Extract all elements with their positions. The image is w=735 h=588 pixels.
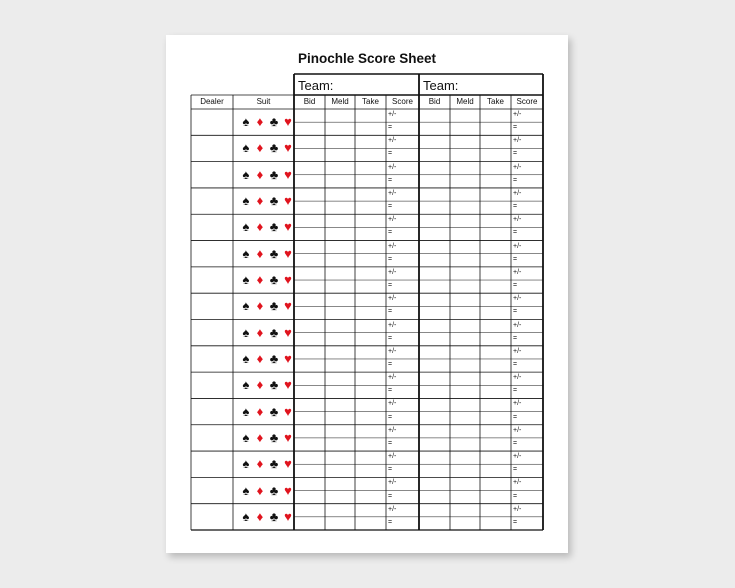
heart-icon: ♥ xyxy=(284,193,292,209)
club-icon: ♣ xyxy=(269,350,279,366)
score-plus-minus: +/- xyxy=(513,163,522,171)
score-equals: = xyxy=(388,150,393,158)
score-plus-minus: +/- xyxy=(513,347,522,355)
score-plus-minus: +/- xyxy=(513,479,522,487)
score-plus-minus: +/- xyxy=(388,453,397,461)
score-equals: = xyxy=(513,176,518,184)
suit-icons xyxy=(239,220,295,233)
spade-icon: ♠ xyxy=(242,482,250,498)
team-label: Team: xyxy=(423,78,459,93)
suit-icons xyxy=(239,405,295,418)
score-equals: = xyxy=(513,255,518,263)
score-equals: = xyxy=(513,124,518,132)
score-plus-minus: +/- xyxy=(388,111,397,118)
score-plus-minus: +/- xyxy=(513,505,522,513)
score-plus-minus: +/- xyxy=(388,347,397,355)
suit-icons xyxy=(239,378,295,391)
diamond-icon: ♦ xyxy=(256,482,264,498)
heart-icon: ♥ xyxy=(284,166,292,182)
score-plus-minus: +/- xyxy=(388,426,397,434)
diamond-icon: ♦ xyxy=(256,272,264,288)
score-equals: = xyxy=(513,439,518,447)
score-equals: = xyxy=(513,282,518,290)
suit-icons xyxy=(239,168,295,181)
spade-icon: ♠ xyxy=(242,456,250,472)
score-equals: = xyxy=(388,360,393,368)
column-header-bid: Bid xyxy=(303,97,316,106)
suit-icons xyxy=(239,299,295,312)
score-plus-minus: +/- xyxy=(513,426,522,434)
heart-icon: ♥ xyxy=(284,219,292,235)
heart-icon: ♥ xyxy=(284,456,292,472)
score-equals: = xyxy=(388,518,393,526)
diamond-icon: ♦ xyxy=(256,140,264,156)
club-icon: ♣ xyxy=(269,193,279,209)
heart-icon: ♥ xyxy=(284,429,292,445)
score-equals: = xyxy=(388,203,393,211)
diamond-icon: ♦ xyxy=(256,193,264,209)
spade-icon: ♠ xyxy=(242,245,250,261)
suit-icons xyxy=(239,194,295,207)
dealer-header: Dealer xyxy=(200,97,224,106)
club-icon: ♣ xyxy=(269,140,279,156)
score-grid xyxy=(166,35,568,553)
score-equals: = xyxy=(513,334,518,342)
score-plus-minus: +/- xyxy=(513,453,522,461)
spade-icon: ♠ xyxy=(242,193,250,209)
column-header-score: Score xyxy=(516,97,538,106)
score-plus-minus: +/- xyxy=(388,189,397,197)
club-icon: ♣ xyxy=(269,482,279,498)
suit-icons xyxy=(239,141,295,154)
suit-icons xyxy=(239,484,295,497)
club-icon: ♣ xyxy=(269,272,279,288)
score-plus-minus: +/- xyxy=(388,321,397,329)
heart-icon: ♥ xyxy=(284,114,292,130)
score-equals: = xyxy=(513,387,518,395)
score-plus-minus: +/- xyxy=(388,374,397,382)
club-icon: ♣ xyxy=(269,166,279,182)
page-title: Pinochle Score Sheet xyxy=(297,51,437,66)
heart-icon: ♥ xyxy=(284,403,292,419)
score-equals: = xyxy=(388,282,393,290)
score-equals: = xyxy=(388,466,393,474)
spade-icon: ♠ xyxy=(242,114,250,130)
score-equals: = xyxy=(513,466,518,474)
club-icon: ♣ xyxy=(269,508,279,524)
score-equals: = xyxy=(513,150,518,158)
score-equals: = xyxy=(513,518,518,526)
spade-icon: ♠ xyxy=(242,324,250,340)
score-plus-minus: +/- xyxy=(513,321,522,329)
column-header-take: Take xyxy=(362,97,379,106)
score-plus-minus: +/- xyxy=(513,189,522,197)
spade-icon: ♠ xyxy=(242,166,250,182)
score-equals: = xyxy=(388,308,393,316)
club-icon: ♣ xyxy=(269,377,279,393)
diamond-icon: ♦ xyxy=(256,324,264,340)
heart-icon: ♥ xyxy=(284,298,292,314)
club-icon: ♣ xyxy=(269,456,279,472)
heart-icon: ♥ xyxy=(284,482,292,498)
suit-icons xyxy=(239,457,295,470)
heart-icon: ♥ xyxy=(284,508,292,524)
score-plus-minus: +/- xyxy=(388,479,397,487)
spade-icon: ♠ xyxy=(242,298,250,314)
score-equals: = xyxy=(513,492,518,500)
suit-header: Suit xyxy=(256,97,271,106)
spade-icon: ♠ xyxy=(242,508,250,524)
score-equals: = xyxy=(513,203,518,211)
score-sheet-page xyxy=(166,35,568,553)
score-equals: = xyxy=(388,229,393,237)
diamond-icon: ♦ xyxy=(256,219,264,235)
score-plus-minus: +/- xyxy=(513,374,522,382)
score-plus-minus: +/- xyxy=(388,400,397,408)
club-icon: ♣ xyxy=(269,219,279,235)
spade-icon: ♠ xyxy=(242,429,250,445)
diamond-icon: ♦ xyxy=(256,429,264,445)
score-plus-minus: +/- xyxy=(513,268,522,276)
spade-icon: ♠ xyxy=(242,350,250,366)
suit-icons xyxy=(239,431,295,444)
club-icon: ♣ xyxy=(269,114,279,130)
score-plus-minus: +/- xyxy=(388,137,397,145)
club-icon: ♣ xyxy=(269,324,279,340)
suit-icons xyxy=(239,352,295,365)
diamond-icon: ♦ xyxy=(256,114,264,130)
score-equals: = xyxy=(388,176,393,184)
diamond-icon: ♦ xyxy=(256,403,264,419)
score-plus-minus: +/- xyxy=(388,216,397,224)
spade-icon: ♠ xyxy=(242,272,250,288)
score-equals: = xyxy=(388,387,393,395)
score-plus-minus: +/- xyxy=(513,400,522,408)
column-header-meld: Meld xyxy=(456,97,474,106)
heart-icon: ♥ xyxy=(284,272,292,288)
diamond-icon: ♦ xyxy=(256,350,264,366)
score-plus-minus: +/- xyxy=(388,295,397,303)
score-equals: = xyxy=(388,334,393,342)
score-equals: = xyxy=(513,413,518,421)
score-plus-minus: +/- xyxy=(513,295,522,303)
score-plus-minus: +/- xyxy=(388,242,397,250)
score-equals: = xyxy=(388,255,393,263)
suit-icons xyxy=(239,510,295,523)
diamond-icon: ♦ xyxy=(256,298,264,314)
column-header-meld: Meld xyxy=(331,97,349,106)
score-plus-minus: +/- xyxy=(513,242,522,250)
score-plus-minus: +/- xyxy=(513,137,522,145)
score-equals: = xyxy=(388,439,393,447)
team-label: Team: xyxy=(298,78,334,93)
suit-icons xyxy=(239,115,295,128)
heart-icon: ♥ xyxy=(284,350,292,366)
diamond-icon: ♦ xyxy=(256,166,264,182)
score-plus-minus: +/- xyxy=(513,111,522,118)
heart-icon: ♥ xyxy=(284,140,292,156)
score-plus-minus: +/- xyxy=(388,268,397,276)
score-plus-minus: +/- xyxy=(388,505,397,513)
diamond-icon: ♦ xyxy=(256,245,264,261)
diamond-icon: ♦ xyxy=(256,508,264,524)
column-header-score: Score xyxy=(392,97,413,106)
heart-icon: ♥ xyxy=(284,377,292,393)
diamond-icon: ♦ xyxy=(256,377,264,393)
club-icon: ♣ xyxy=(269,429,279,445)
heart-icon: ♥ xyxy=(284,324,292,340)
column-header-take: Take xyxy=(487,97,504,106)
spade-icon: ♠ xyxy=(242,219,250,235)
column-header-bid: Bid xyxy=(428,97,441,106)
score-equals: = xyxy=(513,308,518,316)
score-equals: = xyxy=(388,413,393,421)
score-equals: = xyxy=(513,229,518,237)
score-plus-minus: +/- xyxy=(388,163,397,171)
score-equals: = xyxy=(388,124,393,132)
heart-icon: ♥ xyxy=(284,245,292,261)
suit-icons xyxy=(239,247,295,260)
spade-icon: ♠ xyxy=(242,377,250,393)
diamond-icon: ♦ xyxy=(256,456,264,472)
suit-icons xyxy=(239,273,295,286)
club-icon: ♣ xyxy=(269,245,279,261)
score-equals: = xyxy=(513,360,518,368)
score-equals: = xyxy=(388,492,393,500)
club-icon: ♣ xyxy=(269,298,279,314)
spade-icon: ♠ xyxy=(242,140,250,156)
suit-icons xyxy=(239,326,295,339)
score-plus-minus: +/- xyxy=(513,216,522,224)
spade-icon: ♠ xyxy=(242,403,250,419)
club-icon: ♣ xyxy=(269,403,279,419)
